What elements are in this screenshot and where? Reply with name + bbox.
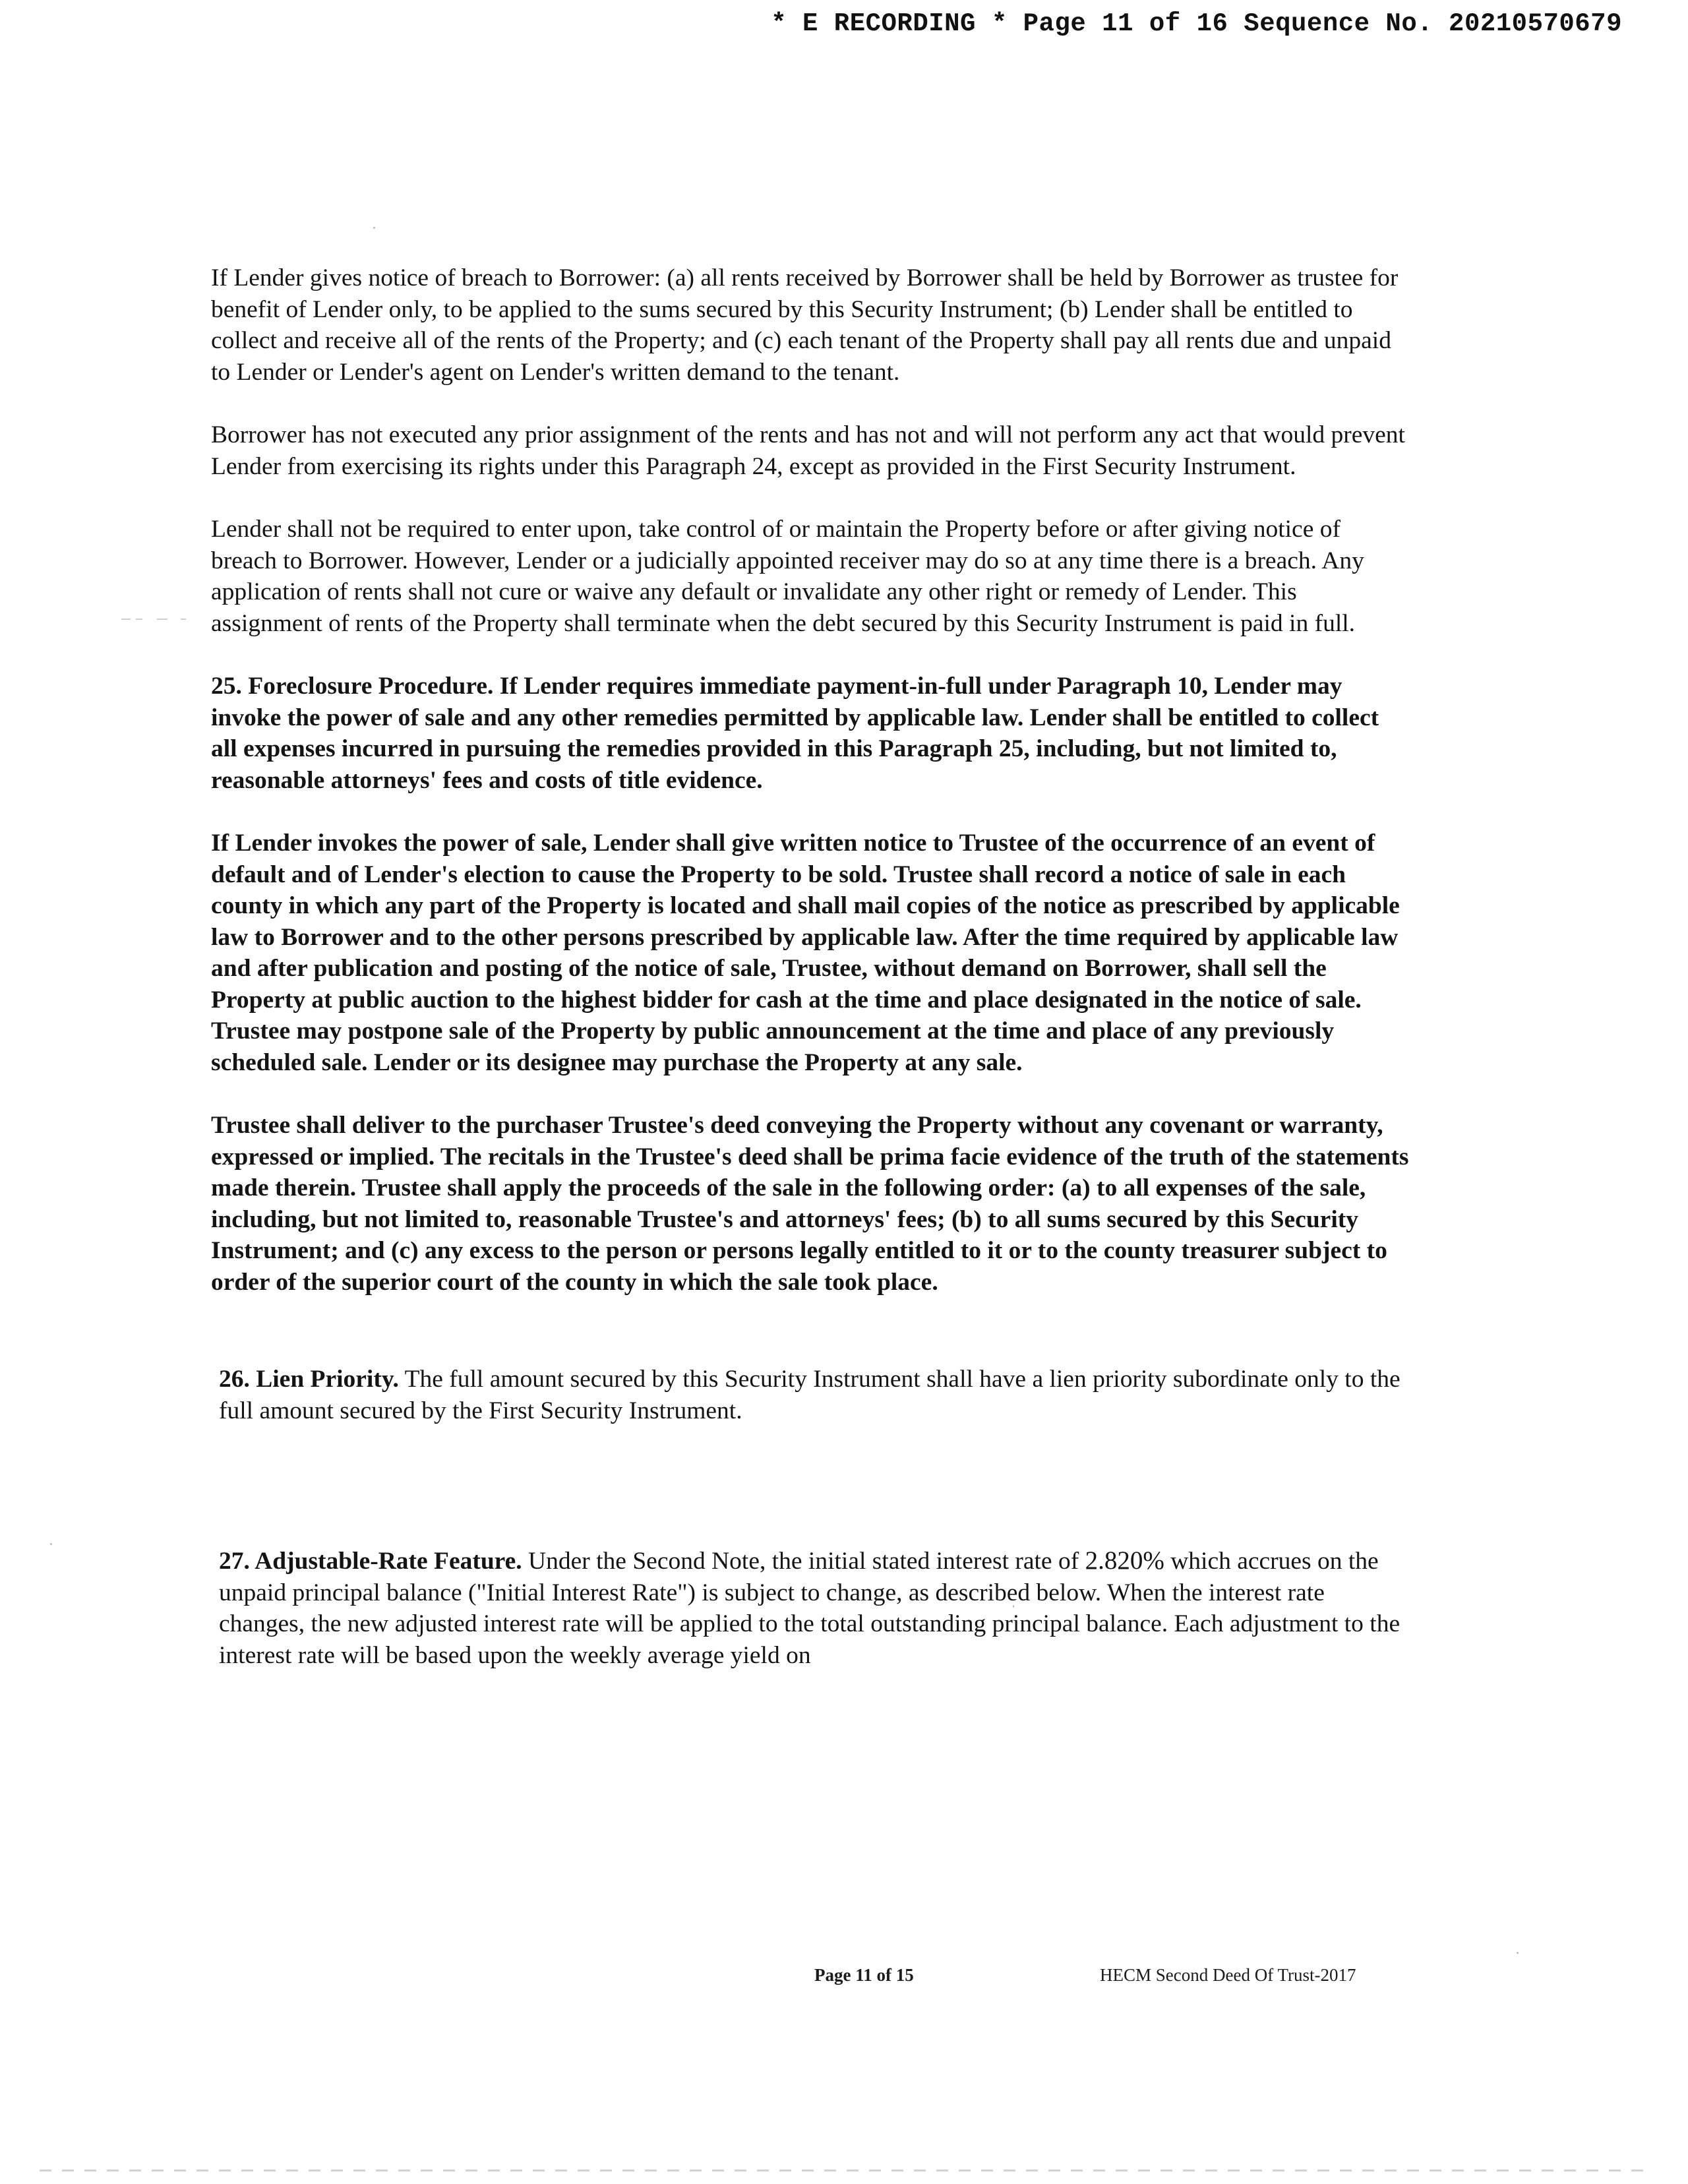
- adjustable-rate-text-1: Under the Second Note, the initial stated interest rate of: [522, 1548, 1085, 1575]
- paragraph-foreclosure-procedure: 25. Foreclosure Procedure. If Lender requires immediate payment-in-full under Paragraph 10, Lender may invoke the power of sale and any other remedies permitted by applicable law. Lender shall be entitled to collect all expenses incurred in pursuing the remedies provided in this Paragraph 25, including, but not limited to, reasonable attorneys' fees and costs of title evidence.: [211, 673, 1379, 794]
- initial-interest-rate: 2.820%: [1085, 1546, 1164, 1575]
- lien-priority-text: The full amount secured by this Security Instrument shall have a lien priority subordinate only to the full amount secured by the First Security Instrument.: [219, 1366, 1401, 1424]
- paragraph-control-property: Lender shall not be required to enter upon, take control of or maintain the Property before or after giving notice of breach to Borrower. However, Lender or a judicially appointed receiver may do so at any time there is a breach. Any application of rents shall not cure or waive any default or invalidate any other right or remedy of Lender. This assignment of rents of the Property shall terminate when the debt secured by this Security Instrument is paid in full.: [211, 516, 1364, 637]
- paragraph-lien-priority: [219, 1364, 1411, 1426]
- footer-form-name: HECM Second Deed Of Trust-2017: [1100, 1965, 1356, 1985]
- document-body: [211, 262, 1411, 1671]
- adjustable-rate-text-2: which accrues on the unpaid principal balance ("Initial Interest Rate") is subject to change, as described below. When the interest rate changes, the new adjusted interest rate will be applied to the total outstanding principal balance. Each adjustment to the interest rate will be based upon the weekly average yield on: [219, 1548, 1401, 1669]
- scan-speck: [1517, 1952, 1519, 1954]
- scan-bottom-edge: [40, 2169, 1648, 2171]
- scan-mark: [181, 619, 186, 620]
- scan-speck: [373, 227, 375, 229]
- paragraph-adjustable-rate: [219, 1545, 1411, 1671]
- recording-header: * E RECORDING * Page 11 of 16 Sequence No. 20210570679: [771, 9, 1622, 38]
- paragraph-rents-notice: If Lender gives notice of breach to Borrower: (a) all rents received by Borrower shall be held by Borrower as trustee for benefit of Lender only, to be applied to the sums secured by this Security Instrument; (b) Lender shall be entitled to collect and receive all of the rents of the Property; and (c) each tenant of the Property shall pay all rents due and unpaid to Lender or Lender's agent on Lender's written demand to the tenant.: [211, 264, 1399, 386]
- scan-speck: [50, 1543, 52, 1545]
- footer-page-number: Page 11 of 15: [814, 1965, 914, 1985]
- page-footer: [0, 1965, 1688, 1998]
- scan-mark: [136, 619, 142, 620]
- scan-mark: [121, 619, 131, 620]
- scan-mark: [157, 619, 167, 620]
- paragraph-trustee-deed: Trustee shall deliver to the purchaser Trustee's deed conveying the Property without any covenant or warranty, expressed or implied. The recitals in the Trustee's deed shall be prima facie evidence of the truth of the statements made therein. Trustee shall apply the proceeds of the sale in the following order: (a) to all expenses of the sale, including, but not limited to, reasonable Trustee's and attorneys' fees; (b) to all sums secured by this Security Instrument; and (c) any excess to the person or persons legally entitled to it or to the county treasurer subject to order of the superior court of the county in which the sale took place.: [211, 1112, 1409, 1296]
- adjustable-rate-heading: 27. Adjustable-Rate Feature.: [219, 1548, 522, 1575]
- lien-priority-heading: 26. Lien Priority.: [219, 1366, 399, 1393]
- paragraph-prior-assignment: Borrower has not executed any prior assignment of the rents and has not and will not perform any act that would prevent Lender from exercising its rights under this Paragraph 24, except as provided in the First Security Instrument.: [211, 421, 1405, 480]
- paragraph-power-of-sale: If Lender invokes the power of sale, Lender shall give written notice to Trustee of the occurrence of an event of default and of Lender's election to cause the Property to be sold. Trustee shall record a notice of sale in each county in which any part of the Property is located and shall mail copies of the notice as prescribed by applicable law to Borrower and to the other persons prescribed by applicable law. After the time required by applicable law and after publication and posting of the notice of sale, Trustee, without demand on Borrower, shall sell the Property at public auction to the highest bidder for cash at the time and place designated in the notice of sale. Trustee may postpone sale of the Property by public announcement at the time and place of any previously scheduled sale. Lender or its designee may purchase the Property at any sale.: [211, 830, 1400, 1076]
